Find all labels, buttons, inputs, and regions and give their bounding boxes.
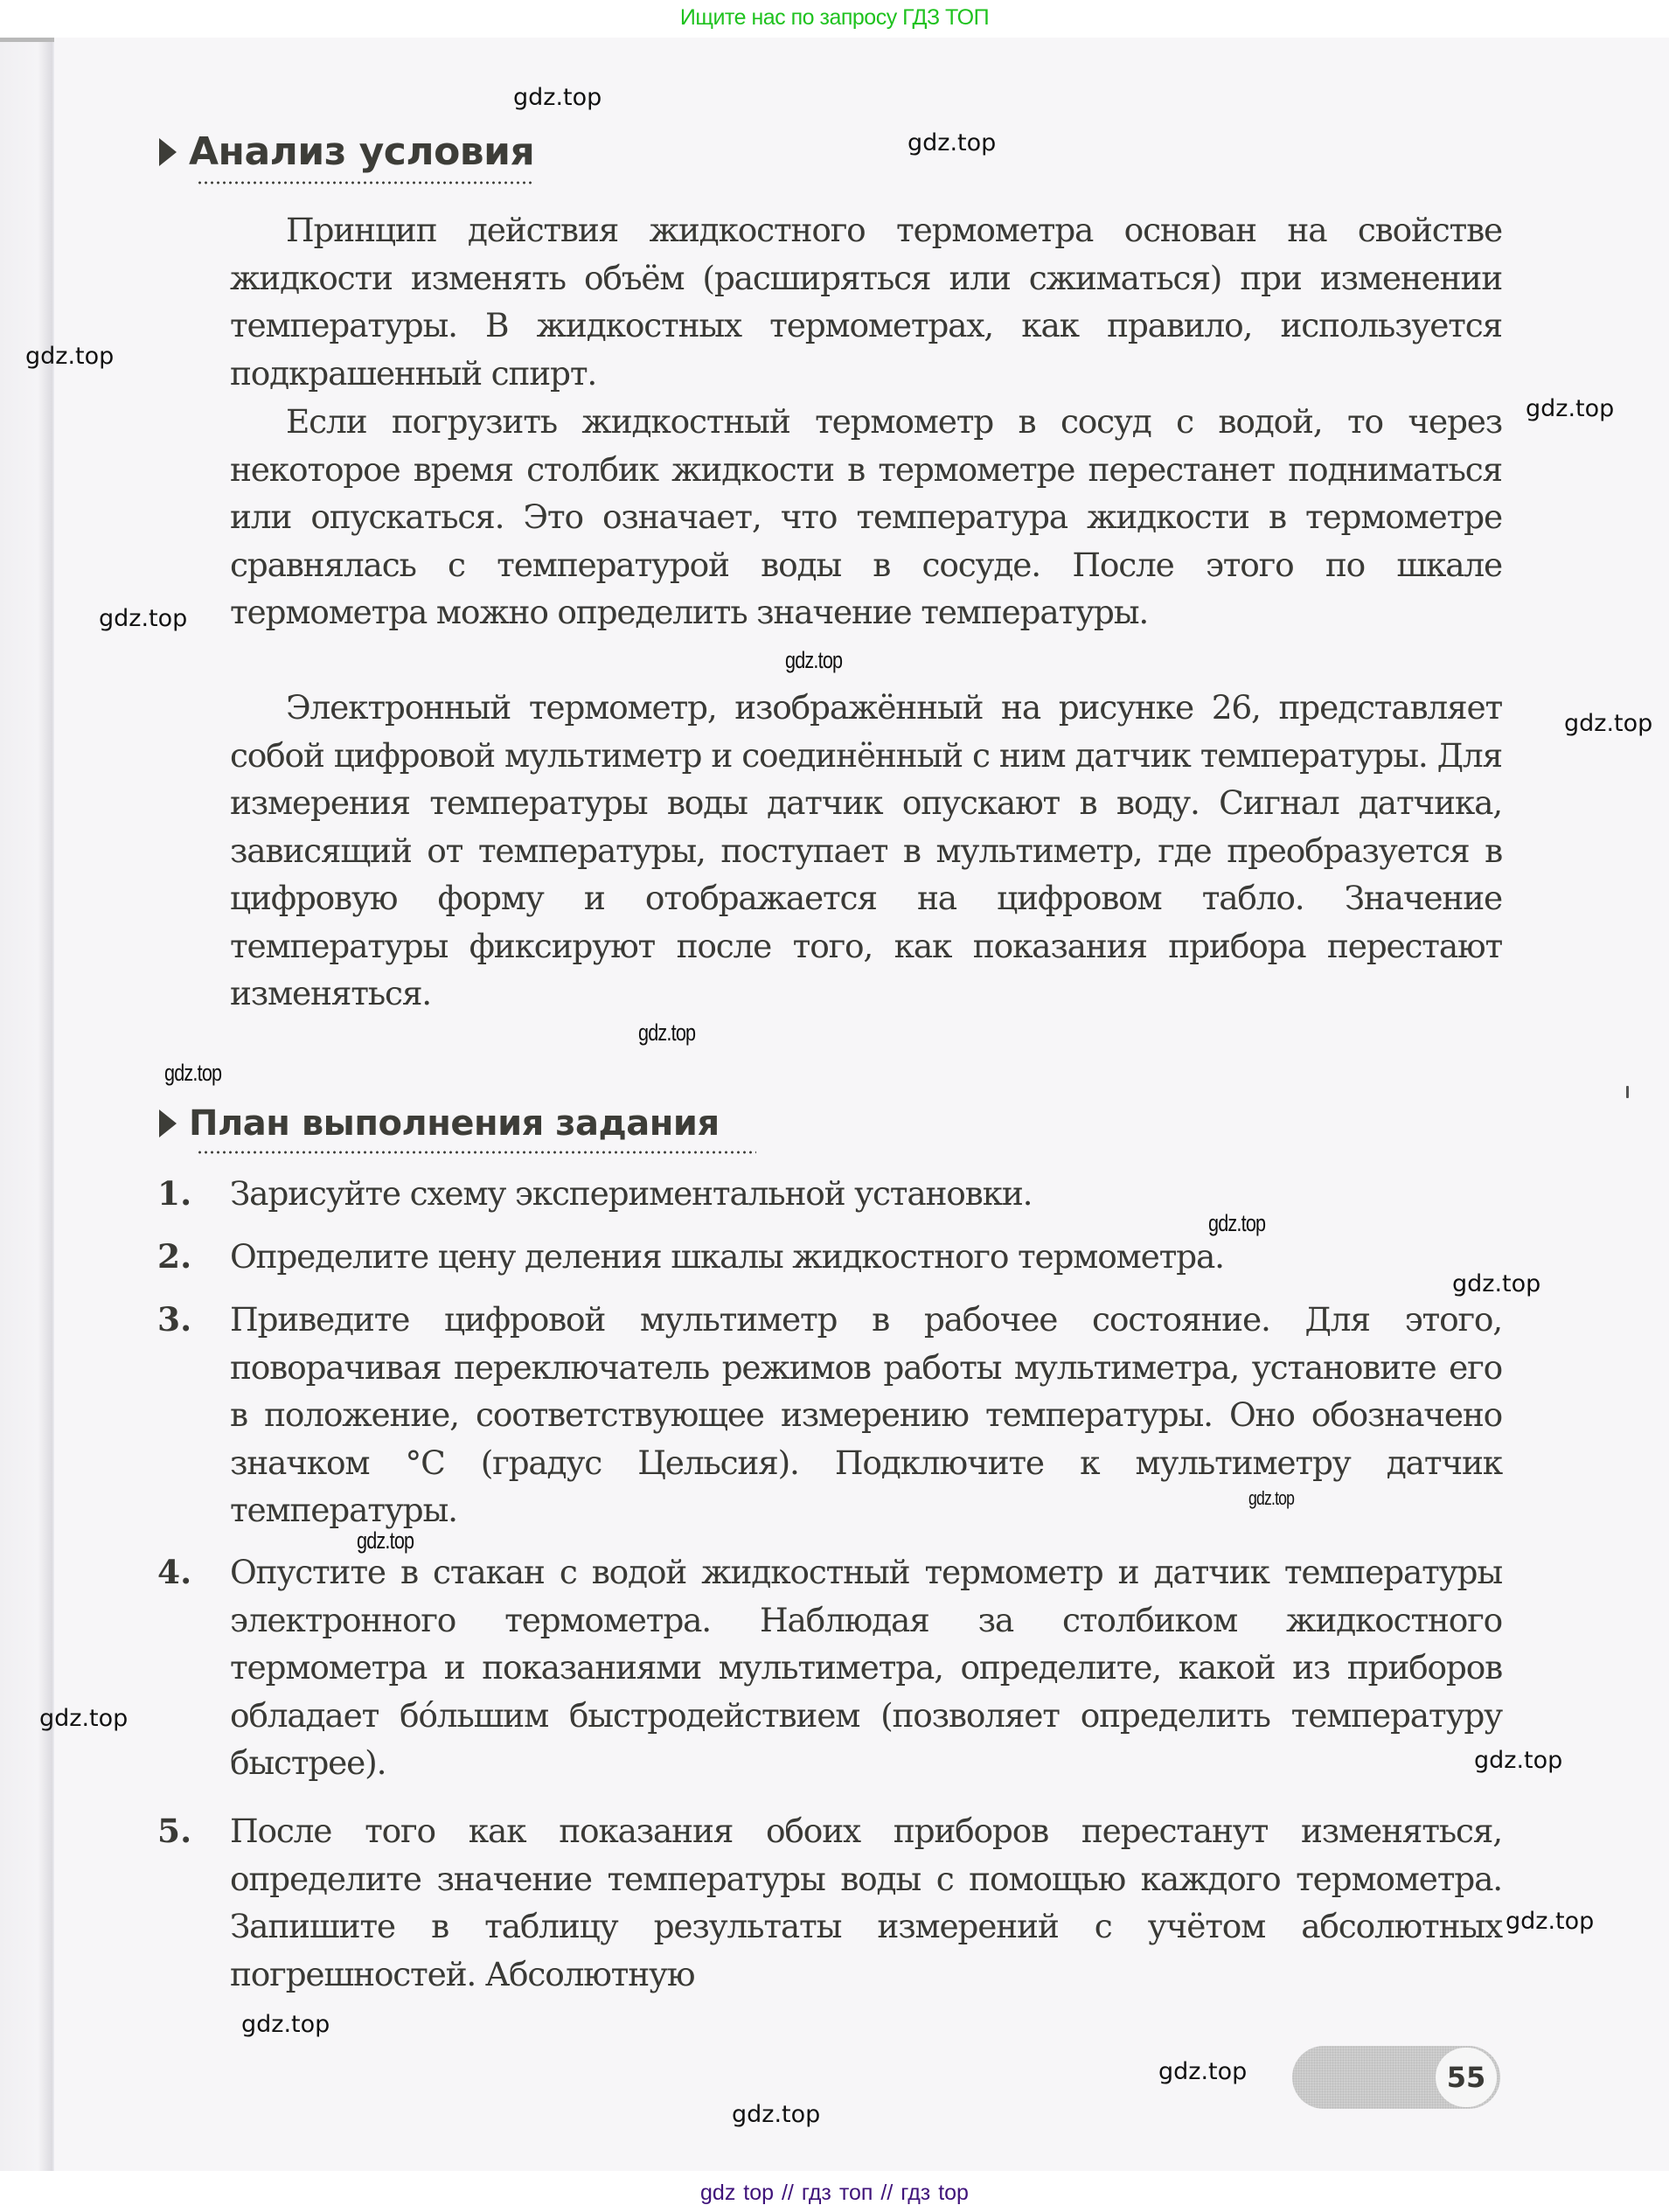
watermark: gdz.top <box>1248 1487 1295 1509</box>
watermark: gdz.top <box>1564 710 1653 737</box>
watermark: gdz.top <box>1474 1747 1563 1774</box>
plan-item-number: 1. <box>157 1174 192 1213</box>
watermark: gdz.top <box>638 1019 696 1046</box>
plan-item-text: Определите цену деления шкалы жидкостного термометра. <box>230 1237 1224 1276</box>
analysis-paragraph-2 <box>230 398 1502 636</box>
plan-item-text: После того как показания обоих приборов перестанут изменяться, определите значение температуры воды с помощью каждого термометра. Запишите в таблицу результаты измерений с учётом абсолютных погрешностей. Абсолютную <box>230 1812 1502 1993</box>
plan-item-number: 4. <box>157 1553 192 1591</box>
plan-item-text: Опустите в стакан с водой жидкостный термометр и датчик температуры электронного термометра. Наблюдая за столбиком жидкостного термометра и показаниями мультиметра, определите, какой из приборов обладает бóльшим быстродействием (позволяет определить температуру быстрее). <box>230 1553 1502 1782</box>
triangle-bullet-icon <box>159 138 177 166</box>
triangle-bullet-icon <box>159 1109 177 1137</box>
plan-item-text: Приведите цифровой мультиметр в рабочее состояние. Для этого, поворачивая переключатель режимов работы мультиметра, установите его в положение, соответствующее измерению температуры. Оно обозначено значком °C (градус Цельсия). Подключите к мультиметру датчик температуры. <box>230 1300 1502 1529</box>
watermark: gdz.top <box>99 605 188 632</box>
watermark: gdz.top <box>1452 1270 1541 1297</box>
watermark: gdz.top <box>25 343 115 370</box>
plan-item <box>157 1807 1504 1998</box>
watermark: gdz.top <box>1158 2058 1248 2085</box>
plan-item-text: Зарисуйте схему экспериментальной установки. <box>230 1174 1033 1213</box>
plan-item <box>157 1170 1504 1218</box>
watermark: gdz.top <box>164 1060 222 1086</box>
paragraph-text: Принцип действия жидкостного термометра основан на свойстве жидкости изменять объём (расширяться или сжиматься) при изменении температуры. В жидкостных термометрах, как правило, используется подкрашенный спирт. <box>230 211 1502 393</box>
analysis-paragraph-1 <box>230 206 1502 397</box>
page-number-badge <box>1292 2046 1500 2109</box>
watermark: gdz.top <box>513 84 602 111</box>
section-heading-text: План выполнения задания <box>189 1103 720 1144</box>
watermark: gdz.top <box>908 129 997 157</box>
heading-dotted-underline <box>197 181 533 184</box>
watermark: gdz.top <box>39 1705 129 1732</box>
plan-item <box>157 1548 1504 1787</box>
watermark: gdz.top <box>1506 1908 1595 1935</box>
section-heading-analysis <box>159 129 534 174</box>
plan-item-number: 2. <box>157 1237 192 1276</box>
plan-item <box>157 1233 1504 1281</box>
page-top-edge <box>0 38 54 42</box>
analysis-paragraph-3 <box>230 684 1502 1018</box>
plan-item <box>157 1296 1504 1534</box>
top-banner: Ищите нас по запросу ГДЗ ТОП <box>0 0 1669 38</box>
section-heading-text: Анализ условия <box>189 129 535 174</box>
watermark: gdz.top <box>1526 395 1615 422</box>
paragraph-text: Электронный термометр, изображённый на рисунке 26, представляет собой цифровой мультиметр и соединённый с ним датчик температуры. Для измерения температуры воды датчик опускают в воду. Сигнал датчика, зависящий от температуры, поступает в мультиметр, где преобразуется в цифровую форму и отображается на цифровом табло. Значение температуры фиксируют после того, как показания прибора перестают изменяться. <box>230 688 1502 1012</box>
watermark: gdz.top <box>785 647 843 673</box>
watermark: gdz.top <box>241 2011 330 2038</box>
section-heading-plan <box>159 1103 720 1144</box>
watermark: gdz.top <box>732 2101 821 2128</box>
paragraph-text: Если погрузить жидкостный термометр в сосуд с водой, то через некоторое время столбик жидкости в термометре перестанет подниматься или опускаться. Это означает, что температура жидкости в термометре сравнялась с температурой воды в сосуде. После этого по шкале термометра можно определить значение температуры. <box>230 402 1502 631</box>
page-number: 55 <box>1436 2048 1497 2107</box>
watermark: gdz.top <box>357 1527 414 1554</box>
plan-item-number: 5. <box>157 1812 192 1850</box>
heading-dotted-underline <box>197 1151 756 1154</box>
bottom-banner: gdz top // гдз топ // гдз top <box>0 2171 1669 2212</box>
watermark: gdz.top <box>1208 1210 1266 1236</box>
scan-mark <box>1626 1086 1629 1098</box>
plan-item-number: 3. <box>157 1300 192 1339</box>
